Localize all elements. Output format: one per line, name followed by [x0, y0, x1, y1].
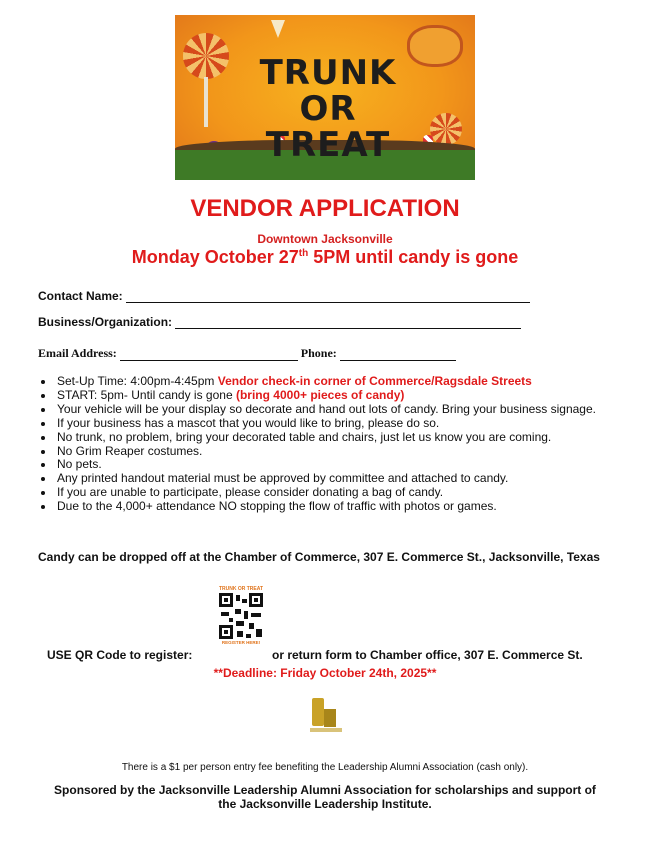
candy-icon [407, 25, 463, 67]
qr-top-label: TRUNK OR TREAT [218, 586, 264, 592]
list-item: • Your vehicle will be your display so decorate and hand out lots of candy. Bring your business signage. [55, 403, 615, 417]
lollipop-icon [183, 33, 229, 79]
qr-code-icon[interactable] [219, 593, 263, 639]
deadline: **Deadline: Friday October 24th, 2025** [213, 666, 437, 680]
business-label: Business/Organization: [38, 315, 173, 329]
email-line[interactable] [120, 348, 298, 361]
rules-list [35, 375, 615, 514]
list-item: • If you are unable to participate, please consider donating a bag of candy. [55, 486, 615, 500]
return-form-instruction: or return form to Chamber office, 307 E. Commerce St. [272, 648, 583, 662]
qr-code-card[interactable] [214, 586, 268, 650]
list-item: • No Grim Reaper costumes. [55, 445, 615, 459]
event-date [0, 247, 650, 268]
contact-name-label: Contact Name: [38, 289, 123, 303]
banner-title [253, 55, 403, 163]
entry-fee-note: There is a $1 per person entry fee benefiting the Leadership Alumni Association (cash only). [121, 762, 529, 773]
list-item: • If your business has a mascot that you would like to bring, please do so. [55, 417, 615, 431]
list-item: • Set-Up Time: 4:00pm-4:45pm Vendor check-in corner of Commerce/Ragsdale Streets [55, 375, 615, 389]
event-date-prefix: Monday October 27 [131, 247, 299, 267]
qr-instruction: USE QR Code to register: [47, 648, 193, 662]
banner-title-line1: TRUNK [259, 53, 397, 93]
business-line[interactable] [175, 316, 521, 329]
contact-name-line[interactable] [126, 290, 530, 303]
email-phone-field [38, 346, 456, 361]
event-date-sup: th [298, 248, 309, 259]
qr-bottom-label: REGISTER HERE! [221, 640, 261, 645]
list-item: • No pets. [55, 458, 615, 472]
list-item: • Due to the 4,000+ attendance NO stopping the flow of traffic with photos or games. [55, 500, 615, 514]
list-item: • START: 5pm- Until candy is gone (bring 4000+ pieces of candy) [55, 389, 615, 403]
list-item: • Any printed handout material must be approved by committee and attached to candy. [55, 472, 615, 486]
sponsor-note: Sponsored by the Jacksonville Leadership Alumni Association for scholarships and support of the Jacksonville Leadership Institute. [54, 783, 596, 811]
contact-name-field [38, 289, 530, 303]
list-item: • No trunk, no problem, bring your decorated table and chairs, just let us know you are coming. [55, 431, 615, 445]
leadership-alumni-logo [306, 695, 346, 735]
business-field [38, 315, 521, 329]
banner-title-line2: OR TREAT [265, 89, 391, 165]
phone-line[interactable] [340, 348, 456, 361]
event-location: Downtown Jacksonville [257, 232, 393, 246]
dropoff-info: Candy can be dropped off at the Chamber of Commerce, 307 E. Commerce St., Jacksonville, Texas [38, 550, 600, 564]
lollipop-icon [430, 113, 462, 145]
page-title: VENDOR APPLICATION [190, 195, 460, 222]
lollipop-stick [204, 77, 208, 127]
candy-corn-icon [271, 20, 285, 38]
email-label: Email Address: [38, 346, 117, 360]
phone-label: Phone: [300, 346, 337, 360]
trunk-or-treat-banner [175, 15, 475, 180]
event-date-suffix: 5PM until candy is gone [308, 247, 519, 267]
